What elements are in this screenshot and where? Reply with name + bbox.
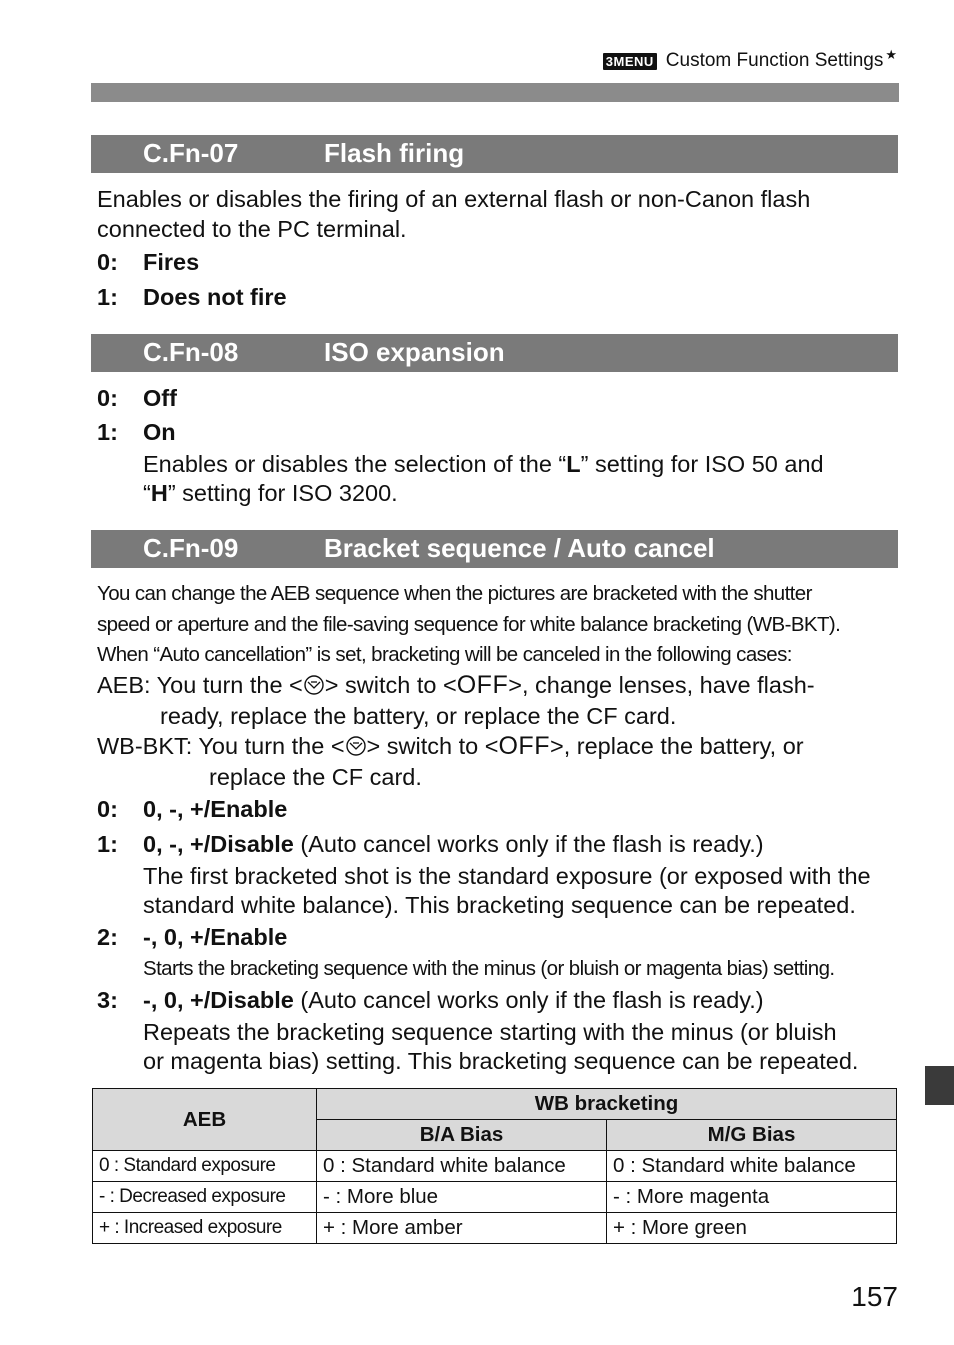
option-number: 3: [97,987,118,1013]
table-cell: 0 : Standard white balance [317,1151,607,1182]
text: ” setting for ISO 3200. [167,480,398,506]
option-number: 0: [97,249,118,275]
fn09-option-0 [97,794,287,824]
chapter-tab-marker [925,1066,954,1105]
text: ” setting for ISO 50 and [580,451,824,477]
option-label: On [143,419,176,445]
header-rule [91,83,899,102]
fn07-option-0 [97,247,199,277]
section-name: Bracket sequence / Auto cancel [324,533,715,563]
fn09-option-2 [97,922,287,952]
section-name: ISO expansion [324,337,505,367]
fn09-aeb-line1 [97,670,815,700]
table-cell: + : More green [607,1213,897,1244]
option-note: (Auto cancel works only if the flash is ready.) [293,987,764,1013]
fn09-wb-line2: replace the CF card. [209,764,422,790]
fn07-desc-line1: Enables or disables the firing of an external flash or non-Canon flash [97,186,811,212]
text: >, change lenses, have flash- [508,672,815,698]
option-label: Off [143,385,177,411]
fn09-intro-line2: speed or aperture and the file-saving sequence for white balance bracketing (WB-BKT). [97,613,841,636]
option-label: -, 0, +/Disable [143,987,294,1013]
section-code: C.Fn-08 [143,337,239,367]
fn08-desc-line1 [143,449,824,479]
menu-icon: 3MENU [603,53,657,70]
option-note: (Auto cancel works only if the flash is ready.) [293,831,764,857]
text: >, replace the battery, or [549,733,804,759]
aeb-header: AEB [93,1089,317,1151]
text: WB-BKT: You turn the < [97,733,345,759]
fn09-option-3-desc1: Repeats the bracketing sequence starting with the minus (or bluish [143,1019,837,1045]
ba-bias-header: B/A Bias [317,1120,607,1151]
bold-text: H [150,480,168,506]
fn08-option-1 [97,417,176,447]
bracketing-table [92,1088,897,1244]
text: “ [143,480,151,506]
fn09-option-3 [97,985,764,1015]
quick-control-dial-icon [345,735,367,757]
table-cell: - : More blue [317,1182,607,1213]
table-cell: + : Increased exposure [93,1213,317,1244]
table-header-row [93,1089,897,1120]
section-header-fn09 [91,530,898,568]
fn09-option-1-desc2: standard white balance). This bracketing sequence can be repeated. [143,892,856,918]
off-switch-text: OFF [498,732,550,760]
table-row [93,1182,897,1213]
fn07-desc-line2: connected to the PC terminal. [97,216,407,242]
option-label: 0, -, +/Disable [143,831,294,857]
section-header-fn08 [91,334,898,372]
section-header-fn07 [91,135,898,173]
fn09-option-2-desc: Starts the bracketing sequence with the minus (or bluish or magenta bias) setting. [143,957,835,980]
table-cell: - : Decreased exposure [93,1182,317,1213]
section-code: C.Fn-07 [143,138,239,168]
fn09-aeb-line2: ready, replace the battery, or replace the CF card. [160,703,677,729]
bold-text: L [566,451,581,477]
table-cell: + : More amber [317,1213,607,1244]
option-label: 0, -, +/Enable [143,796,288,822]
fn08-option-0 [97,383,177,413]
text: AEB: You turn the < [97,672,303,698]
fn09-intro-line3: When “Auto cancellation” is set, bracketing will be canceled in the following cases: [97,643,792,666]
option-label: Fires [143,249,200,275]
table-row [93,1213,897,1244]
option-number: 0: [97,385,118,411]
running-header [603,47,897,72]
fn09-option-1 [97,829,764,859]
fn07-option-1 [97,282,287,312]
section-code: C.Fn-09 [143,533,239,563]
fn09-intro-line1: You can change the AEB sequence when the pictures are bracketed with the shutter [97,582,812,605]
text: > switch to < [366,733,499,759]
option-number: 1: [97,831,118,857]
option-number: 1: [97,284,118,310]
header-title: Custom Function Settings [665,50,884,71]
table-row [93,1151,897,1182]
page-number: 157 [851,1281,898,1312]
table-cell: 0 : Standard exposure [93,1151,317,1182]
option-label: -, 0, +/Enable [143,924,288,950]
fn09-option-3-desc2: or magenta bias) setting. This bracketing sequence can be repeated. [143,1048,859,1074]
section-name: Flash firing [324,138,465,168]
off-switch-text: OFF [456,671,509,699]
option-number: 2: [97,924,118,950]
option-number: 0: [97,796,118,822]
mg-bias-header: M/G Bias [607,1120,897,1151]
fn08-desc-line2 [143,478,398,508]
option-number: 1: [97,419,118,445]
option-label: Does not fire [143,284,287,310]
fn09-option-1-desc1: The first bracketed shot is the standard exposure (or exposed with the [143,863,871,889]
quick-control-dial-icon [303,674,325,696]
wb-bracketing-header: WB bracketing [317,1089,897,1120]
table-cell: - : More magenta [607,1182,897,1213]
text: > switch to < [324,672,457,698]
text: Enables or disables the selection of the “ [143,451,567,477]
star-icon: ★ [885,47,897,62]
fn09-wb-line1 [97,731,804,761]
table-cell: 0 : Standard white balance [607,1151,897,1182]
